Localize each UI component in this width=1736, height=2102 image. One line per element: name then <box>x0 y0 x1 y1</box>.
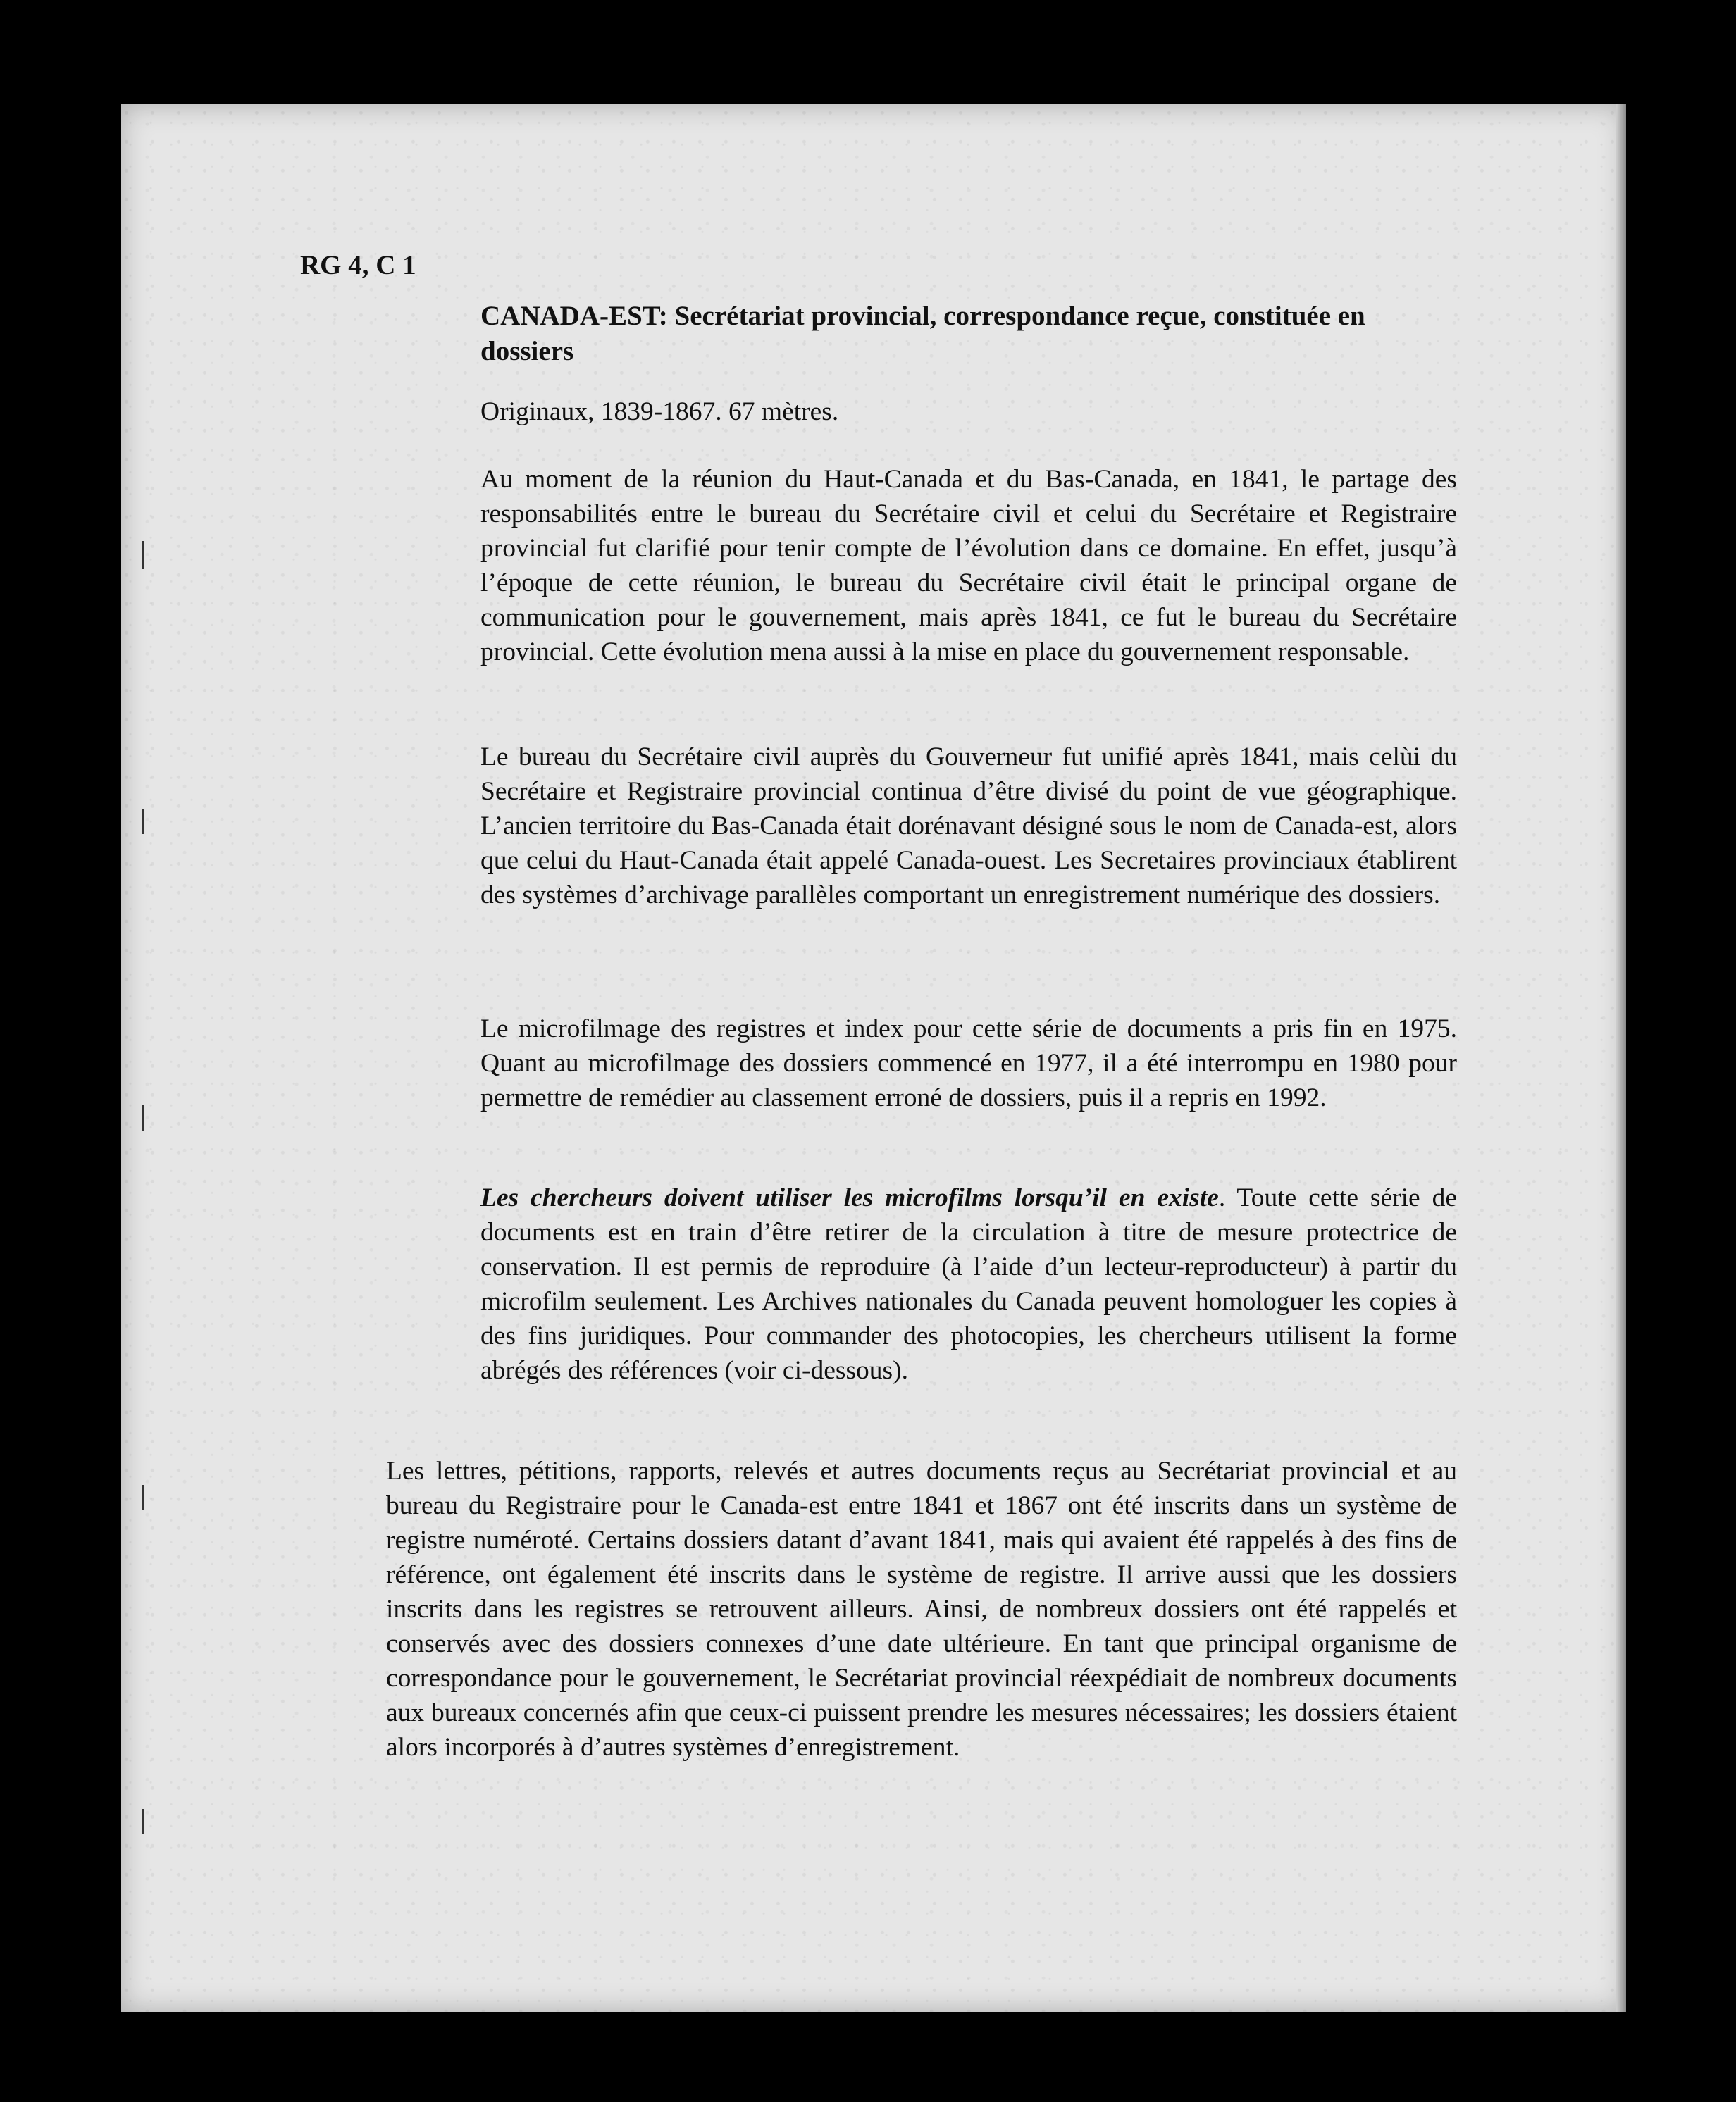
page-margin-mark <box>142 809 144 834</box>
page-margin-mark <box>142 1485 144 1510</box>
page-edge-shadow <box>1616 104 1626 2012</box>
paragraph-union-history: Au moment de la réunion du Haut-Canada et du Bas-Canada, en 1841, le partage des responsabilités entre le bureau du Secrétaire civil et celui du Secrétaire et Registraire provincial fut clarifié pour tenir compte de l’évolution dans ce domaine. En effet, jusqu’à l’époque de cette réunion, le bureau du Secrétaire civil était le principal organe de communication pour le gouvernement, mais après 1841, ce fut le bureau du Secrétaire provincial. Cette évolution mena aussi à la mise en place du gouvernement responsable. <box>480 465 1457 666</box>
document-title: CANADA-EST: Secrétariat provincial, correspondance reçue, constituée en dossiers <box>480 301 1365 366</box>
page-margin-mark <box>142 1809 144 1834</box>
page-margin-mark <box>142 541 144 569</box>
extent-line: Originaux, 1839-1867. 67 mètres. <box>480 397 839 426</box>
researcher-note-text: . Toute cette série de documents est en train d’être retirer de la circulation à titre de mesure protectrice de conservation. Il est permis de reproduire (à l’aide d’un lecteur-reproducteur) à partir du microfilm seulement. Les Archives nationales du Canada peuvent homologuer les copies à des fins juridiques. Pour commander des photocopies, les chercheurs utilisent la forme abrégés des références (voir ci-dessous). <box>480 1183 1457 1385</box>
paragraph-microfilming: Le microfilmage des registres et index pour cette série de documents a pris fin en 1975. Quant au microfilmage des dossiers commencé en 1977, il a été interrompu en 1980 pour permettre de remédier au classement erroné de dossiers, puis il a repris en 1992. <box>480 1014 1457 1112</box>
paragraph-researcher-note <box>480 1181 1457 1388</box>
paragraph-registry-system: Les lettres, pétitions, rapports, relevés et autres documents reçus au Secrétariat provincial et au bureau du Registraire pour le Canada-est entre 1841 et 1867 ont été inscrits dans un système de registre numéroté. Certains dossiers datant d’avant 1841, mais qui avaient été rappelés à des fins de référence, ont également été inscrits dans le système de registre. Il arrive aussi que les dossiers inscrits dans les registres se retrouvent ailleurs. Ainsi, de nombreux dossiers ont été rappelés et conservés avec des dossiers connexes d’une date ultérieure. En tant que principal organisme de correspondance pour le gouvernement, le Secrétariat provincial réexpédiait de nombreux documents aux bureaux concernés afin que ceux-ci puissent prendre les mesures nécessaires; les dossiers étaient alors incorporés à d’autres systèmes d’enregistrement. <box>386 1457 1457 1762</box>
record-group-reference: RG 4, C 1 <box>300 250 416 280</box>
paragraph-secretary-offices: Le bureau du Secrétaire civil auprès du Gouverneur fut unifié après 1841, mais celùi du Secrétaire et Registraire provincial continua d’être divisé du point de vue géographique. L’ancien territoire du Bas-Canada était dorénavant désigné sous le nom de Canada-est, alors que celui du Haut-Canada était appelé Canada-ouest. Les Secretaires provinciaux établirent des systèmes d’archivage parallèles comportant un enregistrement numérique des dossiers. <box>480 742 1457 909</box>
page-margin-mark <box>142 1105 144 1131</box>
researcher-note-emphasis: Les chercheurs doivent utiliser les microfilms lorsqu’il en existe <box>480 1183 1219 1212</box>
